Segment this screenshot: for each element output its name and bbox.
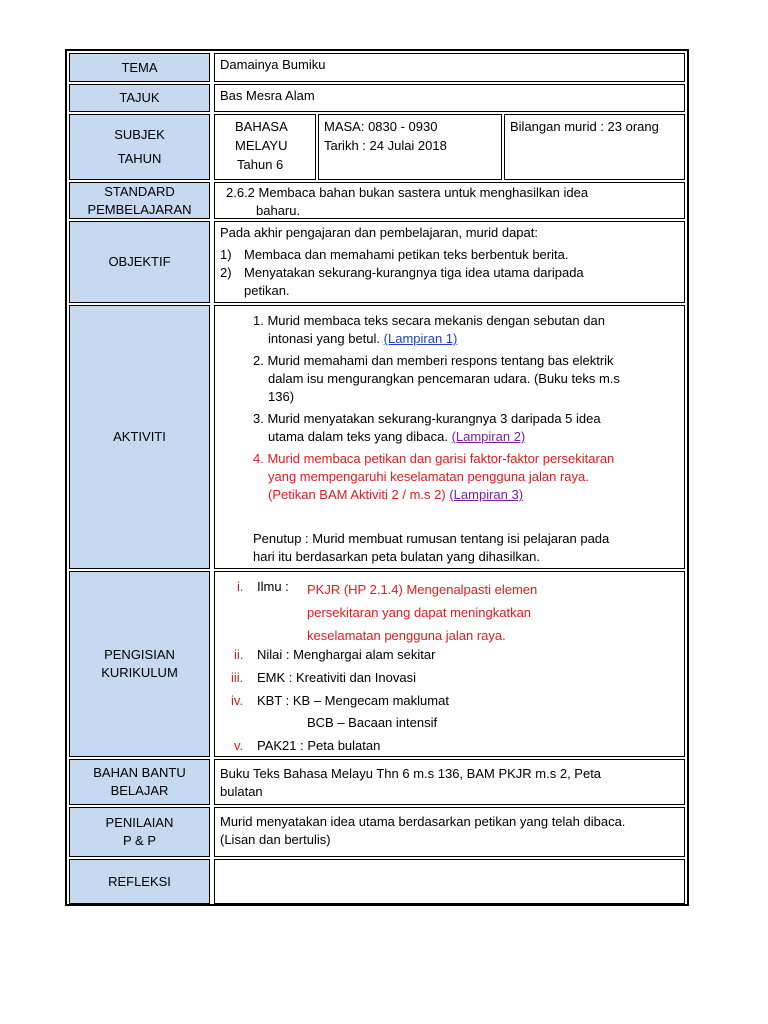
aktiviti-item-4	[253, 450, 614, 504]
pengisian-i-label: Ilmu :	[257, 579, 289, 594]
penutup-line1: Penutup : Murid membuat rumusan tentang isi pelajaran pada	[253, 531, 610, 546]
objektif-item-1-num: 1)	[220, 247, 232, 262]
label-pengisian-line1: PENGISIAN	[104, 647, 175, 662]
label-standard-line2: PEMBELAJARAN	[87, 201, 192, 217]
label-standard	[69, 182, 210, 219]
label-penilaian	[69, 807, 210, 857]
objektif-item-2-line1: Menyatakan sekurang-kurangnya tiga idea utama daripada	[244, 265, 584, 280]
aktiviti-1-line2-text: intonasi yang betul.	[268, 331, 381, 346]
aktiviti-4-line2: yang mempengaruhi keselamatan pengguna jalan raya.	[268, 469, 589, 484]
row-tema	[67, 53, 687, 82]
aktiviti-item-1	[253, 312, 605, 348]
row-objektif	[67, 221, 687, 303]
pengisian-iii-num: iii.	[231, 670, 244, 685]
pengisian-i-text	[307, 578, 537, 647]
pengisian-ii-text: Nilai : Menghargai alam sekitar	[257, 647, 436, 662]
row-penilaian	[67, 807, 687, 857]
pengisian-i-line2: persekitaran yang dapat meningkatkan	[307, 605, 532, 620]
standard-line2: baharu.	[256, 203, 301, 218]
pengisian-iv-text: KBT : KB – Mengecam maklumat	[257, 693, 449, 708]
label-bahan-line2: BELAJAR	[110, 783, 169, 798]
penilaian-line2: (Lisan dan bertulis)	[220, 832, 331, 847]
penilaian-line1: Murid menyatakan idea utama berdasarkan petikan yang telah dibaca.	[220, 814, 626, 829]
row-tajuk	[67, 84, 687, 112]
time-cell	[318, 114, 502, 180]
label-bahan-line1: BAHAN BANTU	[93, 765, 186, 780]
aktiviti-4-line1: 4. Murid membaca petikan dan garisi faktor-faktor persekitaran	[253, 451, 615, 466]
subject-cell	[214, 114, 316, 180]
pengisian-i-line1: PKJR (HP 2.1.4) Mengenalpasti elemen	[307, 582, 538, 597]
pengisian-iii-text: EMK : Kreativiti dan Inovasi	[257, 670, 416, 685]
value-tema: Damainya Bumiku	[214, 53, 685, 82]
label-subjek-tahun	[69, 114, 210, 180]
label-tema: TEMA	[69, 53, 210, 82]
lampiran-2-link[interactable]: (Lampiran 2)	[451, 429, 526, 444]
label-objektif: OBJEKTIF	[69, 221, 210, 303]
pengisian-v-num: v.	[234, 738, 244, 753]
pengisian-v-text: PAK21 : Peta bulatan	[257, 738, 381, 753]
pengisian-iv-line2: BCB – Bacaan intensif	[307, 715, 438, 730]
masa-text: MASA: 0830 - 0930	[324, 119, 438, 134]
row-subjek	[67, 114, 687, 180]
row-refleksi	[67, 859, 687, 904]
objektif-item-2-num: 2)	[220, 265, 232, 280]
value-refleksi[interactable]	[214, 859, 685, 904]
value-bahan	[214, 759, 685, 805]
objektif-item-1-text: Membaca dan memahami petikan teks berbentuk berita.	[244, 247, 569, 262]
label-pengisian-line2: KURIKULUM	[101, 665, 178, 680]
objektif-item-2	[220, 264, 679, 300]
lesson-plan-table	[65, 49, 689, 906]
label-penilaian-line2: P & P	[122, 833, 156, 848]
label-penilaian-line1: PENILAIAN	[105, 815, 174, 830]
penutup-line2: hari itu berdasarkan peta bulatan yang dihasilkan.	[253, 549, 540, 564]
student-count-cell	[504, 114, 685, 180]
value-tajuk: Bas Mesra Alam	[214, 84, 685, 112]
aktiviti-3-line2	[253, 428, 601, 446]
label-standard-line1: STANDARD	[104, 183, 175, 199]
label-bahan	[69, 759, 210, 805]
lampiran-1-link[interactable]: (Lampiran 1)	[383, 331, 458, 346]
row-bahan	[67, 759, 687, 805]
pengisian-ii-num: ii.	[234, 647, 244, 662]
label-refleksi: REFLEKSI	[69, 859, 210, 904]
aktiviti-1-line2	[253, 330, 605, 348]
objektif-item-2-line2: petikan.	[244, 283, 290, 298]
label-aktiviti: AKTIVITI	[69, 305, 210, 569]
tarikh-text: Tarikh : 24 Julai 2018	[324, 138, 447, 153]
label-tajuk: TAJUK	[69, 84, 210, 112]
subject-name-line2: MELAYU	[235, 138, 288, 153]
label-subjek: SUBJEK	[114, 127, 165, 142]
bilangan-text: Bilangan murid : 23 orang	[510, 119, 659, 134]
pengisian-i-num: i.	[237, 579, 244, 594]
value-standard	[214, 182, 685, 219]
aktiviti-4-line3-text: (Petikan BAM Aktiviti 2 / m.s 2)	[268, 487, 446, 502]
aktiviti-4-line3	[253, 486, 614, 504]
bahan-line1: Buku Teks Bahasa Melayu Thn 6 m.s 136, BAM PKJR m.s 2, Peta	[220, 766, 602, 781]
value-penilaian	[214, 807, 685, 857]
row-standard	[67, 182, 687, 219]
subject-name-line1: BAHASA	[235, 119, 288, 134]
pengisian-iv-num: iv.	[231, 693, 244, 708]
row-aktiviti	[67, 305, 687, 569]
value-aktiviti	[214, 305, 685, 569]
aktiviti-2-line1: 2. Murid memahami dan memberi respons tentang bas elektrik	[253, 353, 614, 368]
aktiviti-item-3	[253, 410, 601, 446]
aktiviti-3-line1: 3. Murid menyatakan sekurang-kurangnya 3 daripada 5 idea	[253, 411, 601, 426]
objektif-intro: Pada akhir pengajaran dan pembelajaran, murid dapat:	[220, 225, 538, 240]
value-pengisian	[214, 571, 685, 757]
row-pengisian	[67, 571, 687, 757]
aktiviti-penutup	[253, 530, 609, 566]
value-objektif	[214, 221, 685, 303]
subject-year: Tahun 6	[237, 157, 284, 172]
standard-line1: 2.6.2 Membaca bahan bukan sastera untuk menghasilkan idea	[226, 185, 589, 200]
aktiviti-1-line1: 1. Murid membaca teks secara mekanis dengan sebutan dan	[253, 313, 605, 328]
aktiviti-item-2	[253, 352, 620, 406]
objektif-item-1	[220, 246, 679, 264]
aktiviti-2-line2: dalam isu mengurangkan pencemaran udara. (Buku teks m.s	[268, 371, 620, 386]
label-tahun: TAHUN	[117, 151, 162, 166]
label-pengisian	[69, 571, 210, 757]
lampiran-3-link[interactable]: (Lampiran 3)	[449, 487, 524, 502]
aktiviti-2-line3: 136)	[268, 389, 295, 404]
aktiviti-3-line2-text: utama dalam teks yang dibaca.	[268, 429, 448, 444]
pengisian-i-line3: keselamatan pengguna jalan raya.	[307, 628, 506, 643]
bahan-line2: bulatan	[220, 784, 263, 799]
